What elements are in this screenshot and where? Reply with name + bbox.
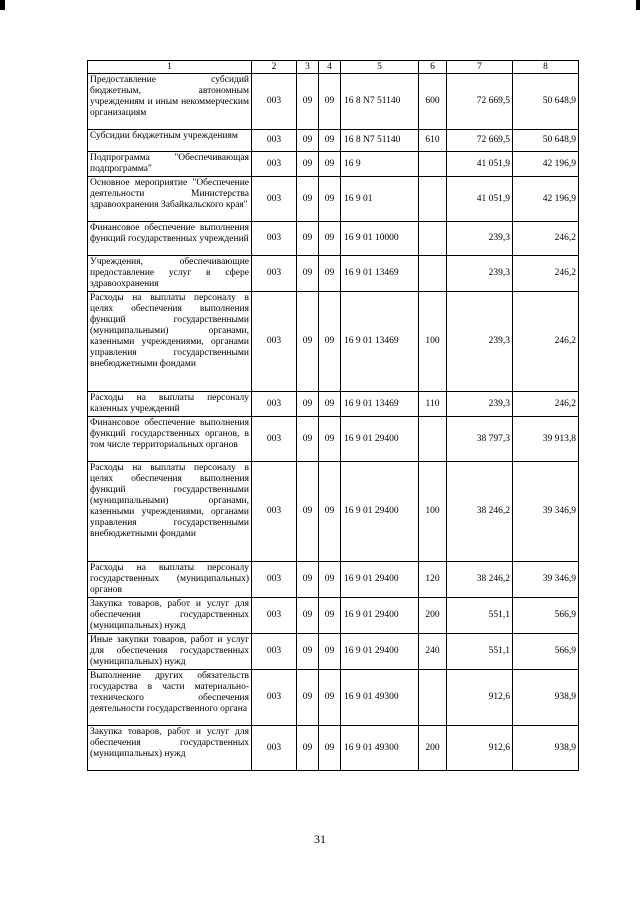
page-number: 31 bbox=[314, 832, 326, 846]
table-row bbox=[88, 130, 579, 152]
amount-col8-cell: 50 648,9 bbox=[513, 130, 579, 152]
column-header: 4 bbox=[319, 61, 341, 74]
subsection-code-cell: 09 bbox=[319, 392, 341, 417]
column-header: 6 bbox=[419, 61, 447, 74]
section-code-cell: 09 bbox=[297, 152, 319, 177]
table-row bbox=[88, 670, 579, 726]
column-header: 1 bbox=[88, 61, 252, 74]
column-header: 8 bbox=[513, 61, 579, 74]
amount-col7-cell: 239,3 bbox=[447, 256, 513, 292]
subsection-code-cell: 09 bbox=[319, 130, 341, 152]
section-code-cell: 09 bbox=[297, 392, 319, 417]
expense-type-cell: 110 bbox=[419, 392, 447, 417]
subsection-code-cell: 09 bbox=[319, 74, 341, 130]
table-row bbox=[88, 256, 579, 292]
target-article-cell: 16 9 01 49300 bbox=[341, 670, 419, 726]
ministry-code-cell: 003 bbox=[252, 152, 297, 177]
amount-col8-cell: 246,2 bbox=[513, 222, 579, 256]
section-code-cell: 09 bbox=[297, 74, 319, 130]
target-article-cell: 16 9 01 49300 bbox=[341, 726, 419, 771]
row-name-cell: Расходы на выплаты персоналу в целях обеспечения выполнения функций государственными (муниципальными) органами, казенными учреждениями, органами управления государственными внебюджетными фондами bbox=[88, 462, 252, 562]
target-article-cell: 16 9 01 bbox=[341, 177, 419, 222]
amount-col7-cell: 38 246,2 bbox=[447, 562, 513, 598]
section-code-cell: 09 bbox=[297, 256, 319, 292]
ministry-code-cell: 003 bbox=[252, 462, 297, 562]
amount-col8-cell: 42 196,9 bbox=[513, 177, 579, 222]
target-article-cell: 16 9 01 13469 bbox=[341, 392, 419, 417]
ministry-code-cell: 003 bbox=[252, 726, 297, 771]
amount-col8-cell: 246,2 bbox=[513, 392, 579, 417]
target-article-cell: 16 9 01 29400 bbox=[341, 634, 419, 670]
subsection-code-cell: 09 bbox=[319, 292, 341, 392]
table-row bbox=[88, 152, 579, 177]
target-article-cell: 16 9 01 10000 bbox=[341, 222, 419, 256]
table-header-row bbox=[88, 61, 579, 74]
table-row bbox=[88, 634, 579, 670]
row-name-cell: Закупка товаров, работ и услуг для обеспечения государственных (муниципальных) нужд bbox=[88, 726, 252, 771]
ministry-code-cell: 003 bbox=[252, 670, 297, 726]
target-article-cell: 16 9 bbox=[341, 152, 419, 177]
row-name-cell: Иные закупки товаров, работ и услуг для обеспечения государственных (муниципальных) нужд bbox=[88, 634, 252, 670]
expense-type-cell: 600 bbox=[419, 74, 447, 130]
amount-col7-cell: 551,1 bbox=[447, 598, 513, 634]
row-name-cell: Финансовое обеспечение выполнения функций государственных органов, в том числе территориальных органов bbox=[88, 417, 252, 462]
target-article-cell: 16 9 01 13469 bbox=[341, 256, 419, 292]
expense-type-cell bbox=[419, 670, 447, 726]
amount-col8-cell: 566,9 bbox=[513, 634, 579, 670]
amount-col8-cell: 938,9 bbox=[513, 670, 579, 726]
amount-col7-cell: 38 797,3 bbox=[447, 417, 513, 462]
table-row bbox=[88, 392, 579, 417]
row-name-cell: Подпрограмма "Обеспечивающая подпрограмма" bbox=[88, 152, 252, 177]
amount-col8-cell: 42 196,9 bbox=[513, 152, 579, 177]
row-name-cell: Учреждения, обеспечивающие предоставление услуг в сфере здравоохранения bbox=[88, 256, 252, 292]
budget-table bbox=[87, 60, 579, 771]
ministry-code-cell: 003 bbox=[252, 634, 297, 670]
amount-col7-cell: 41 051,9 bbox=[447, 152, 513, 177]
section-code-cell: 09 bbox=[297, 130, 319, 152]
expense-type-cell bbox=[419, 152, 447, 177]
expense-type-cell: 240 bbox=[419, 634, 447, 670]
amount-col8-cell: 50 648,9 bbox=[513, 74, 579, 130]
amount-col7-cell: 38 246,2 bbox=[447, 462, 513, 562]
target-article-cell: 16 9 01 29400 bbox=[341, 598, 419, 634]
ministry-code-cell: 003 bbox=[252, 130, 297, 152]
ministry-code-cell: 003 bbox=[252, 392, 297, 417]
ministry-code-cell: 003 bbox=[252, 177, 297, 222]
row-name-cell: Основное мероприятие "Обеспечение деятельности Министерства здравоохранения Забайкальского края" bbox=[88, 177, 252, 222]
row-name-cell: Расходы на выплаты персоналу казенных учреждений bbox=[88, 392, 252, 417]
column-header: 2 bbox=[252, 61, 297, 74]
subsection-code-cell: 09 bbox=[319, 152, 341, 177]
subsection-code-cell: 09 bbox=[319, 177, 341, 222]
subsection-code-cell: 09 bbox=[319, 222, 341, 256]
table-row bbox=[88, 462, 579, 562]
subsection-code-cell: 09 bbox=[319, 598, 341, 634]
amount-col7-cell: 72 669,5 bbox=[447, 74, 513, 130]
row-name-cell: Предоставление субсидий бюджетным, автономным учреждениям и иным некоммерческим организациям bbox=[88, 74, 252, 130]
amount-col8-cell: 566,9 bbox=[513, 598, 579, 634]
expense-type-cell: 120 bbox=[419, 562, 447, 598]
amount-col8-cell: 938,9 bbox=[513, 726, 579, 771]
expense-type-cell: 200 bbox=[419, 598, 447, 634]
section-code-cell: 09 bbox=[297, 598, 319, 634]
subsection-code-cell: 09 bbox=[319, 462, 341, 562]
target-article-cell: 16 9 01 29400 bbox=[341, 417, 419, 462]
section-code-cell: 09 bbox=[297, 417, 319, 462]
ministry-code-cell: 003 bbox=[252, 74, 297, 130]
subsection-code-cell: 09 bbox=[319, 256, 341, 292]
amount-col7-cell: 41 051,9 bbox=[447, 177, 513, 222]
column-header: 3 bbox=[297, 61, 319, 74]
table-row bbox=[88, 74, 579, 130]
section-code-cell: 09 bbox=[297, 177, 319, 222]
subsection-code-cell: 09 bbox=[319, 634, 341, 670]
expense-type-cell: 100 bbox=[419, 462, 447, 562]
section-code-cell: 09 bbox=[297, 222, 319, 256]
expense-type-cell: 100 bbox=[419, 292, 447, 392]
column-header: 7 bbox=[447, 61, 513, 74]
ministry-code-cell: 003 bbox=[252, 222, 297, 256]
scan-corner-mark-left bbox=[0, 0, 5, 10]
subsection-code-cell: 09 bbox=[319, 562, 341, 598]
row-name-cell: Субсидии бюджетным учреждениям bbox=[88, 130, 252, 152]
amount-col7-cell: 912,6 bbox=[447, 726, 513, 771]
amount-col7-cell: 551,1 bbox=[447, 634, 513, 670]
scan-corner-mark-right bbox=[636, 0, 640, 10]
amount-col8-cell: 39 346,9 bbox=[513, 562, 579, 598]
section-code-cell: 09 bbox=[297, 670, 319, 726]
amount-col8-cell: 246,2 bbox=[513, 256, 579, 292]
table-row bbox=[88, 726, 579, 771]
table-row bbox=[88, 292, 579, 392]
row-name-cell: Расходы на выплаты персоналу в целях обеспечения выполнения функций государственными (муниципальными) органами, казенными учреждениями, органами управления государственными внебюджетными фондами bbox=[88, 292, 252, 392]
section-code-cell: 09 bbox=[297, 462, 319, 562]
row-name-cell: Финансовое обеспечение выполнения функций государственных учреждений bbox=[88, 222, 252, 256]
amount-col7-cell: 912,6 bbox=[447, 670, 513, 726]
target-article-cell: 16 8 N7 51140 bbox=[341, 130, 419, 152]
amount-col7-cell: 72 669,5 bbox=[447, 130, 513, 152]
expense-type-cell bbox=[419, 417, 447, 462]
column-header: 5 bbox=[341, 61, 419, 74]
section-code-cell: 09 bbox=[297, 634, 319, 670]
subsection-code-cell: 09 bbox=[319, 670, 341, 726]
subsection-code-cell: 09 bbox=[319, 417, 341, 462]
ministry-code-cell: 003 bbox=[252, 292, 297, 392]
subsection-code-cell: 09 bbox=[319, 726, 341, 771]
target-article-cell: 16 9 01 29400 bbox=[341, 462, 419, 562]
table-row bbox=[88, 222, 579, 256]
expense-type-cell: 610 bbox=[419, 130, 447, 152]
ministry-code-cell: 003 bbox=[252, 598, 297, 634]
section-code-cell: 09 bbox=[297, 726, 319, 771]
table-row bbox=[88, 417, 579, 462]
table-row bbox=[88, 562, 579, 598]
table-row bbox=[88, 177, 579, 222]
target-article-cell: 16 8 N7 51140 bbox=[341, 74, 419, 130]
amount-col7-cell: 239,3 bbox=[447, 222, 513, 256]
target-article-cell: 16 9 01 29400 bbox=[341, 562, 419, 598]
ministry-code-cell: 003 bbox=[252, 256, 297, 292]
expense-type-cell bbox=[419, 222, 447, 256]
ministry-code-cell: 003 bbox=[252, 417, 297, 462]
row-name-cell: Закупка товаров, работ и услуг для обеспечения государственных (муниципальных) нужд bbox=[88, 598, 252, 634]
target-article-cell: 16 9 01 13469 bbox=[341, 292, 419, 392]
table-row bbox=[88, 598, 579, 634]
amount-col7-cell: 239,3 bbox=[447, 292, 513, 392]
amount-col8-cell: 39 346,9 bbox=[513, 462, 579, 562]
row-name-cell: Расходы на выплаты персоналу государственных (муниципальных) органов bbox=[88, 562, 252, 598]
section-code-cell: 09 bbox=[297, 562, 319, 598]
expense-type-cell: 200 bbox=[419, 726, 447, 771]
amount-col7-cell: 239,3 bbox=[447, 392, 513, 417]
expense-type-cell bbox=[419, 256, 447, 292]
section-code-cell: 09 bbox=[297, 292, 319, 392]
amount-col8-cell: 39 913,8 bbox=[513, 417, 579, 462]
amount-col8-cell: 246,2 bbox=[513, 292, 579, 392]
expense-type-cell bbox=[419, 177, 447, 222]
ministry-code-cell: 003 bbox=[252, 562, 297, 598]
row-name-cell: Выполнение других обязательств государства в части материально-технического обеспечения деятельности государственного органа bbox=[88, 670, 252, 726]
